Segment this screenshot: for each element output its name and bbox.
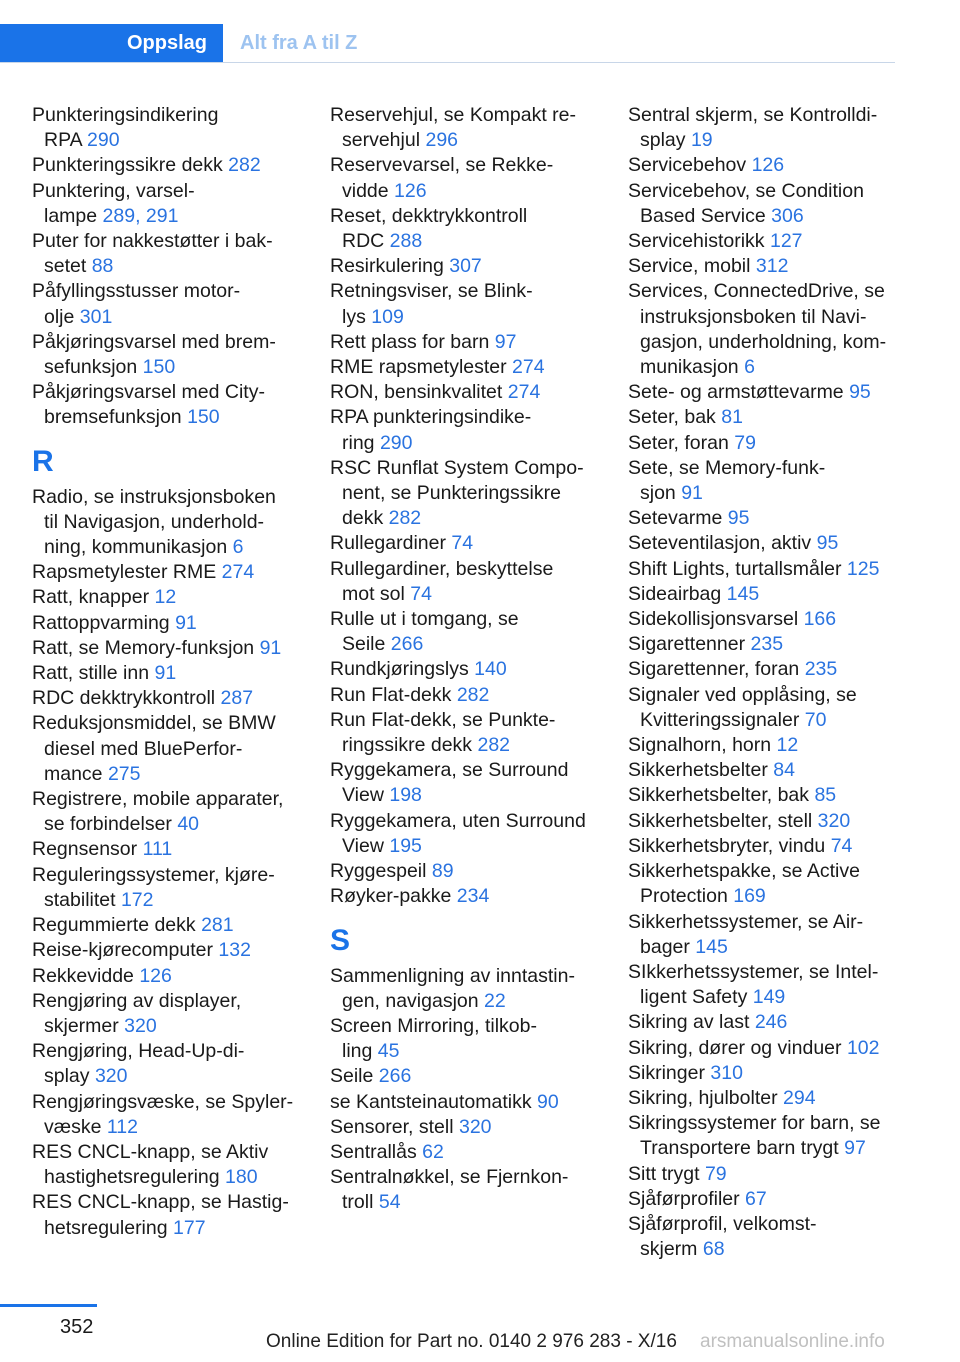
index-entry-text: Puter for nakkestøtter i bak- setet <box>32 230 273 278</box>
index-entry <box>330 758 605 808</box>
edition-footer: Online Edition for Part no. 0140 2 976 283 - X/16 <box>266 1331 677 1352</box>
index-entry <box>330 153 605 203</box>
index-page-link[interactable]: 40 <box>177 813 200 836</box>
index-entry-text: Punktering, varsel- lampe <box>32 179 195 227</box>
index-page-link[interactable]: 125 <box>846 557 880 580</box>
index-entry-text: Reguleringssystemer, kjøre- stabilitet <box>32 863 275 911</box>
index-page-link[interactable]: 81 <box>721 406 743 429</box>
tab-oppslag[interactable]: Oppslag <box>0 24 223 62</box>
index-entry-text: Seteventilasjon, aktiv <box>628 532 817 555</box>
index-entry <box>32 1140 307 1190</box>
page-number-bar <box>0 1304 97 1307</box>
index-page-link[interactable]: 95 <box>849 381 871 404</box>
index-entry-text: Sensorer, stell <box>330 1115 459 1138</box>
index-page-link[interactable]: 111 <box>142 838 173 861</box>
index-page-link[interactable]: 306 <box>771 204 804 227</box>
index-entry <box>628 179 898 229</box>
index-page-link[interactable]: 180 <box>225 1166 258 1189</box>
index-entry-text: Sjåførprofil, velkomst- skjerm <box>628 1212 817 1261</box>
index-entry-text: Sikkerhetsbryter, vindu <box>628 834 831 857</box>
index-entry-text: Setevarme <box>628 507 728 530</box>
index-entry-text: Sikkerhetsbelter, bak <box>628 784 815 807</box>
index-page-link[interactable]: 127 <box>769 230 803 253</box>
index-page-link[interactable]: 312 <box>755 255 789 278</box>
index-entry <box>32 989 307 1039</box>
index-page-link[interactable]: 301 <box>79 305 113 328</box>
index-entry <box>330 1140 605 1165</box>
index-entry-text: Signalhorn, horn <box>628 734 777 757</box>
index-entry-text: RON, bensinkvalitet <box>330 381 508 404</box>
index-entry-text: Sammenligning av inntastin- gen, navigasjon <box>330 964 575 1012</box>
index-entry-text: RES CNCL-knapp, se Hastig- hetsregulering <box>32 1191 289 1239</box>
index-entry <box>330 1115 605 1140</box>
index-page-link[interactable]: 62 <box>422 1140 444 1163</box>
index-entry-text: Resirkulering <box>330 255 450 278</box>
index-entry-text: Rullegardiner, beskyttelse mot sol <box>330 557 554 605</box>
index-page-link[interactable]: 287 <box>220 687 254 710</box>
header-tabs <box>0 24 895 63</box>
index-page-link[interactable]: 126 <box>751 154 785 177</box>
index-page-link[interactable]: 91 <box>154 662 177 685</box>
index-entry <box>330 456 605 532</box>
index-entry-text: Sidekollisjonsvarsel <box>628 608 804 631</box>
index-entry <box>330 1090 605 1115</box>
index-page-link[interactable]: 67 <box>745 1187 767 1210</box>
index-entry-text: Sikring, hjulbolter <box>628 1086 783 1109</box>
index-entry <box>628 834 898 859</box>
index-page-link[interactable]: 274 <box>512 356 545 379</box>
index-page-link[interactable]: 169 <box>733 885 766 908</box>
index-entry-text: Rapsmetylester RME <box>32 561 222 584</box>
index-page-link[interactable]: 126 <box>139 964 172 987</box>
index-entry-text: Sete- og armstøttevarme <box>628 381 850 404</box>
index-entry-text: Rett plass for barn <box>330 330 495 353</box>
index-entry-text: Påkjøringsvarsel med brem- sefunksjon <box>32 330 276 379</box>
index-entry <box>32 787 307 837</box>
index-entry-text: Ratt, stille inn <box>32 662 155 685</box>
index-page-link[interactable]: 6 <box>744 356 755 379</box>
index-entry <box>330 103 605 153</box>
index-entry-text: Sideairbag <box>628 582 727 605</box>
index-page-link[interactable]: 79 <box>734 431 756 454</box>
index-entry-text: Servicebehov, se Condition Based Service <box>628 179 864 227</box>
index-page-link[interactable]: 296 <box>425 129 459 152</box>
index-entry <box>628 1212 898 1262</box>
index-entry-text: Sikkerhetsbelter, stell <box>628 809 818 832</box>
index-entry <box>628 153 898 178</box>
index-entry <box>330 531 605 556</box>
index-entry <box>628 380 898 405</box>
index-entry-text: Screen Mirroring, tilkob- ling <box>330 1014 537 1063</box>
index-entry <box>628 582 898 607</box>
index-entry-text: Reservevarsel, se Rekke- vidde <box>330 154 554 202</box>
index-entry <box>628 733 898 758</box>
index-entry <box>628 254 898 279</box>
index-entry <box>330 683 605 708</box>
index-entry-text: Ryggekamera, se Surround View <box>330 759 569 807</box>
index-page-link[interactable]: 235 <box>804 658 838 681</box>
index-page-link[interactable]: 320 <box>817 809 851 832</box>
index-page-link[interactable]: 90 <box>537 1090 559 1113</box>
index-page-link[interactable]: 12 <box>776 734 799 757</box>
index-entry <box>330 254 605 279</box>
index-page-link[interactable]: 282 <box>388 507 422 530</box>
tab-alt-fra-a-til-z[interactable]: Alt fra A til Z <box>240 32 358 54</box>
index-entry <box>330 964 605 1014</box>
index-page-link[interactable]: 126 <box>394 179 427 202</box>
index-entry <box>330 708 605 758</box>
section-letter: R <box>32 444 54 478</box>
index-page-link[interactable]: 140 <box>474 658 507 681</box>
index-page-link[interactable]: 177 <box>173 1216 206 1239</box>
index-entry <box>628 960 898 1010</box>
index-entry <box>330 809 605 859</box>
index-page-link[interactable]: 12 <box>154 586 177 609</box>
index-entry-text: Regummierte dekk <box>32 914 202 937</box>
index-entry-text: Ratt, se Memory-funksjon <box>32 636 260 659</box>
index-entry-text: Sete, se Memory-funk- sjon <box>628 456 826 505</box>
index-page-link[interactable]: 320 <box>94 1065 128 1088</box>
index-entry <box>32 711 307 787</box>
index-entry-text: Rattoppvarming <box>32 611 176 634</box>
index-page-link[interactable]: 79 <box>704 1162 727 1185</box>
index-entry <box>32 837 307 862</box>
index-entry <box>628 103 898 153</box>
index-entry-text: Rengjøringsvæske, se Spyler- væske <box>32 1090 294 1138</box>
index-entry-text: SIkkerhetssystemer, se Intel- ligent Safety <box>628 960 879 1009</box>
index-entry <box>628 557 898 582</box>
index-page-link[interactable]: 74 <box>451 532 474 555</box>
index-page-link[interactable]: 294 <box>783 1086 816 1109</box>
index-entry <box>32 585 307 610</box>
index-entry <box>32 611 307 636</box>
index-entry-text: Sentral skjerm, se Kontrolldi- splay <box>628 104 878 152</box>
index-entry-text: Sikkerhetssystemer, se Air- bager <box>628 910 864 958</box>
index-entry <box>628 405 898 430</box>
index-page-link[interactable]: 150 <box>142 356 176 379</box>
index-entry <box>628 1162 898 1187</box>
index-page-link[interactable]: 19 <box>690 129 713 152</box>
index-entry <box>628 657 898 682</box>
index-entry-text: Servicehistorikk <box>628 230 770 253</box>
index-entry-text: Røyker-pakke <box>330 885 457 908</box>
index-entry-text: Seile <box>330 1065 379 1088</box>
index-entry <box>330 204 605 254</box>
index-page-link[interactable]: 282 <box>477 734 511 757</box>
index-entry <box>628 783 898 808</box>
index-page-link[interactable]: 289, 291 <box>102 204 179 227</box>
index-entry <box>330 557 605 607</box>
index-entry <box>628 683 898 733</box>
index-entry <box>32 661 307 686</box>
index-page-link[interactable]: 85 <box>814 784 837 807</box>
index-entry <box>330 380 605 405</box>
index-entry <box>330 884 605 909</box>
index-entry-text: Sikring, dører og vinduer <box>628 1036 847 1059</box>
index-entry <box>330 405 605 455</box>
watermark: arsmanualsonline.info <box>700 1331 885 1352</box>
index-entry-text: Sentrallås <box>330 1140 423 1163</box>
page-number: 352 <box>60 1316 94 1338</box>
index-entry-text: Registrere, mobile apparater, se forbindelser <box>32 788 284 836</box>
index-page-link[interactable]: 172 <box>120 888 154 911</box>
index-entry <box>330 1064 605 1089</box>
index-entry <box>628 758 898 783</box>
index-page-link[interactable]: 266 <box>378 1065 412 1088</box>
index-entry-text: Shift Lights, turtallsmåler <box>628 557 847 580</box>
index-entry <box>32 913 307 938</box>
index-page-link[interactable]: 54 <box>378 1191 401 1214</box>
index-page-link[interactable]: 235 <box>750 633 784 656</box>
index-entry <box>32 380 307 430</box>
index-column-3 <box>628 103 898 1262</box>
index-page-link[interactable]: 198 <box>389 784 422 807</box>
index-page-link[interactable]: 246 <box>754 1011 788 1034</box>
index-page-link[interactable]: 282 <box>228 154 261 177</box>
index-entry <box>330 1014 605 1064</box>
index-entry-text: Reset, dekktrykkontroll RDC <box>330 204 528 253</box>
index-entry <box>32 686 307 711</box>
index-entry <box>32 1190 307 1240</box>
index-entry <box>32 636 307 661</box>
index-entry-text: Punkteringsindikering RPA <box>32 104 219 152</box>
index-page-link[interactable]: 109 <box>371 305 404 328</box>
index-page-link[interactable]: 166 <box>803 608 837 631</box>
index-entry <box>32 863 307 913</box>
index-entry-text: Punkteringssikre dekk <box>32 154 229 177</box>
index-entry-text: RPA punkteringsindike- ring <box>330 406 532 454</box>
index-entry <box>32 964 307 989</box>
index-entry <box>628 1086 898 1111</box>
index-entry <box>330 1165 605 1215</box>
index-entry <box>330 607 605 657</box>
index-entry-text: Rekkevidde <box>32 964 140 987</box>
index-page-link[interactable]: 234 <box>456 885 490 908</box>
index-column-1 <box>32 103 307 1241</box>
index-entry-text: Ratt, knapper <box>32 586 155 609</box>
index-page-link[interactable]: 6 <box>232 536 244 559</box>
index-entry-text: Run Flat-dekk <box>330 683 457 706</box>
index-page-link[interactable]: 95 <box>816 532 839 555</box>
index-entry <box>628 1010 898 1035</box>
index-page-link[interactable]: 307 <box>449 255 482 278</box>
index-page-link[interactable]: 91 <box>259 636 282 659</box>
index-entry <box>32 179 307 229</box>
index-entry <box>330 657 605 682</box>
index-entry-text: Retningsviser, se Blink- lys <box>330 280 533 328</box>
index-entry-text: RES CNCL-knapp, se Aktiv hastighetsregulering <box>32 1140 269 1189</box>
index-page-link[interactable]: 95 <box>727 507 750 530</box>
index-page-link[interactable]: 84 <box>773 759 795 782</box>
index-entry-text: Sikring av last <box>628 1011 755 1034</box>
index-entry-text: Run Flat-dekk, se Punkte- ringssikre dekk <box>330 708 556 757</box>
index-entry <box>628 456 898 506</box>
section-letter: S <box>330 923 351 957</box>
index-page-link[interactable]: 22 <box>484 989 506 1012</box>
index-page-link[interactable]: 281 <box>201 914 234 937</box>
index-entry-text: RDC dekktrykkontroll <box>32 687 221 710</box>
index-entry-text: Rengjøring, Head-Up-di- splay <box>32 1040 245 1088</box>
index-entry <box>32 279 307 329</box>
index-page-link[interactable]: 282 <box>456 683 490 706</box>
index-page-link[interactable]: 89 <box>431 860 454 883</box>
index-page-link[interactable]: 45 <box>377 1040 400 1063</box>
index-entry-text: se Kantsteinautomatikk <box>330 1090 538 1113</box>
index-page-link[interactable]: 320 <box>124 1014 157 1037</box>
index-entry-text: Ryggespeil <box>330 860 432 883</box>
index-entry <box>628 859 898 909</box>
index-entry <box>628 1036 898 1061</box>
index-column-2 <box>330 103 605 1216</box>
index-entry-text: Services, ConnectedDrive, se instruksjonsboken til Navi- gasjon, underholdning, kom- munikasjon <box>628 280 887 379</box>
index-entry <box>628 506 898 531</box>
index-page-link[interactable]: 145 <box>695 935 728 958</box>
index-entry <box>32 1090 307 1140</box>
index-entry <box>330 279 605 329</box>
index-entry-text: Påkjøringsvarsel med City- bremsefunksjon <box>32 381 265 429</box>
index-entry <box>628 1111 898 1161</box>
index-page-link[interactable]: 290 <box>379 431 413 454</box>
index-page-link[interactable]: 74 <box>410 582 432 605</box>
index-entry <box>628 1187 898 1212</box>
index-page-link[interactable]: 145 <box>726 582 760 605</box>
index-entry <box>628 910 898 960</box>
index-page-link[interactable]: 132 <box>218 939 251 962</box>
index-entry <box>32 1039 307 1089</box>
index-entry-text: Reservehjul, se Kompakt re- servehjul <box>330 104 577 152</box>
index-page-link[interactable]: 70 <box>804 708 827 731</box>
index-page-link[interactable]: 97 <box>844 1137 866 1160</box>
index-entry-text: Sigarettenner, foran <box>628 658 805 681</box>
index-entry <box>330 330 605 355</box>
index-entry <box>32 229 307 279</box>
index-page-link[interactable]: 68 <box>702 1238 725 1261</box>
index-page-link[interactable]: 274 <box>221 561 255 584</box>
index-page-link[interactable]: 97 <box>494 330 517 353</box>
index-entry <box>628 632 898 657</box>
index-entry-text: Seter, foran <box>628 431 735 454</box>
index-page-link[interactable]: 310 <box>710 1061 743 1084</box>
index-page-link[interactable]: 150 <box>187 406 220 429</box>
index-entry <box>628 809 898 834</box>
index-entry <box>628 531 898 556</box>
index-page-link[interactable]: 102 <box>846 1036 880 1059</box>
index-entry <box>32 560 307 585</box>
index-entry-text: Rengjøring av displayer, skjermer <box>32 989 242 1037</box>
index-page-link[interactable]: 88 <box>91 255 114 278</box>
index-entry-text: Sikringer <box>628 1061 711 1084</box>
index-entry-text: Sikkerhetsbelter <box>628 759 774 782</box>
index-entry-text: Rundkjøringslys <box>330 658 475 681</box>
index-page-link[interactable]: 288 <box>389 230 423 253</box>
index-page-link[interactable]: 91 <box>681 482 703 505</box>
index-page-link[interactable]: 149 <box>752 986 786 1009</box>
index-entry <box>32 938 307 963</box>
index-entry-text: Sitt trygt <box>628 1162 705 1185</box>
index-page-link[interactable]: 91 <box>175 611 197 634</box>
index-entry-text: Reise-kjørecomputer <box>32 939 219 962</box>
index-entry <box>32 485 307 561</box>
index-page-link[interactable]: 274 <box>507 381 541 404</box>
index-entry <box>628 431 898 456</box>
index-page-link[interactable]: 275 <box>107 762 141 785</box>
index-entry <box>330 355 605 380</box>
index-entry-text: Servicebehov <box>628 154 752 177</box>
index-page-link[interactable]: 320 <box>458 1115 492 1138</box>
index-entry-text: Rulle ut i tomgang, se Seile <box>330 608 519 656</box>
index-page-link[interactable]: 74 <box>830 834 853 857</box>
index-entry-text: Ryggekamera, uten Surround View <box>330 809 586 857</box>
index-entry-text: Signaler ved opplåsing, se Kvitteringssignaler <box>628 683 857 731</box>
index-entry-text: Rullegardiner <box>330 532 452 555</box>
index-page-link[interactable]: 112 <box>106 1115 138 1138</box>
index-entry <box>32 330 307 380</box>
index-page-link[interactable]: 195 <box>389 834 422 857</box>
index-page-link[interactable]: 290 <box>87 129 120 152</box>
index-entry-text: Påfyllingsstusser motor- olje <box>32 280 241 328</box>
index-entry-text: Sigarettenner <box>628 633 751 656</box>
index-entry <box>628 607 898 632</box>
index-entry-text: Sikringssystemer for barn, se Transportere barn trygt <box>628 1112 881 1160</box>
index-entry-text: Seter, bak <box>628 406 722 429</box>
index-entry-text: Sentralnøkkel, se Fjernkon- troll <box>330 1166 569 1214</box>
index-entry-text: Radio, se instruksjonsboken til Navigasjon, underhold- ning, kommunikasjon <box>32 485 276 559</box>
index-entry-text: Regnsensor <box>32 838 143 861</box>
index-entry-text: Service, mobil <box>628 255 756 278</box>
index-entry-text: Reduksjonsmiddel, se BMW diesel med BluePerfor- mance <box>32 712 276 785</box>
index-entry <box>628 1061 898 1086</box>
index-entry <box>32 153 307 178</box>
index-entry <box>330 859 605 884</box>
index-entry <box>32 103 307 153</box>
index-entry <box>628 279 898 380</box>
index-entry-text: Sjåførprofiler <box>628 1187 746 1210</box>
index-entry-text: RSC Runflat System Compo- nent, se Punkteringssikre dekk <box>330 456 584 530</box>
index-entry-text: Sikkerhetspakke, se Active Protection <box>628 860 860 908</box>
index-entry <box>628 229 898 254</box>
index-entry-text: RME rapsmetylester <box>330 356 513 379</box>
index-page-link[interactable]: 266 <box>390 633 424 656</box>
